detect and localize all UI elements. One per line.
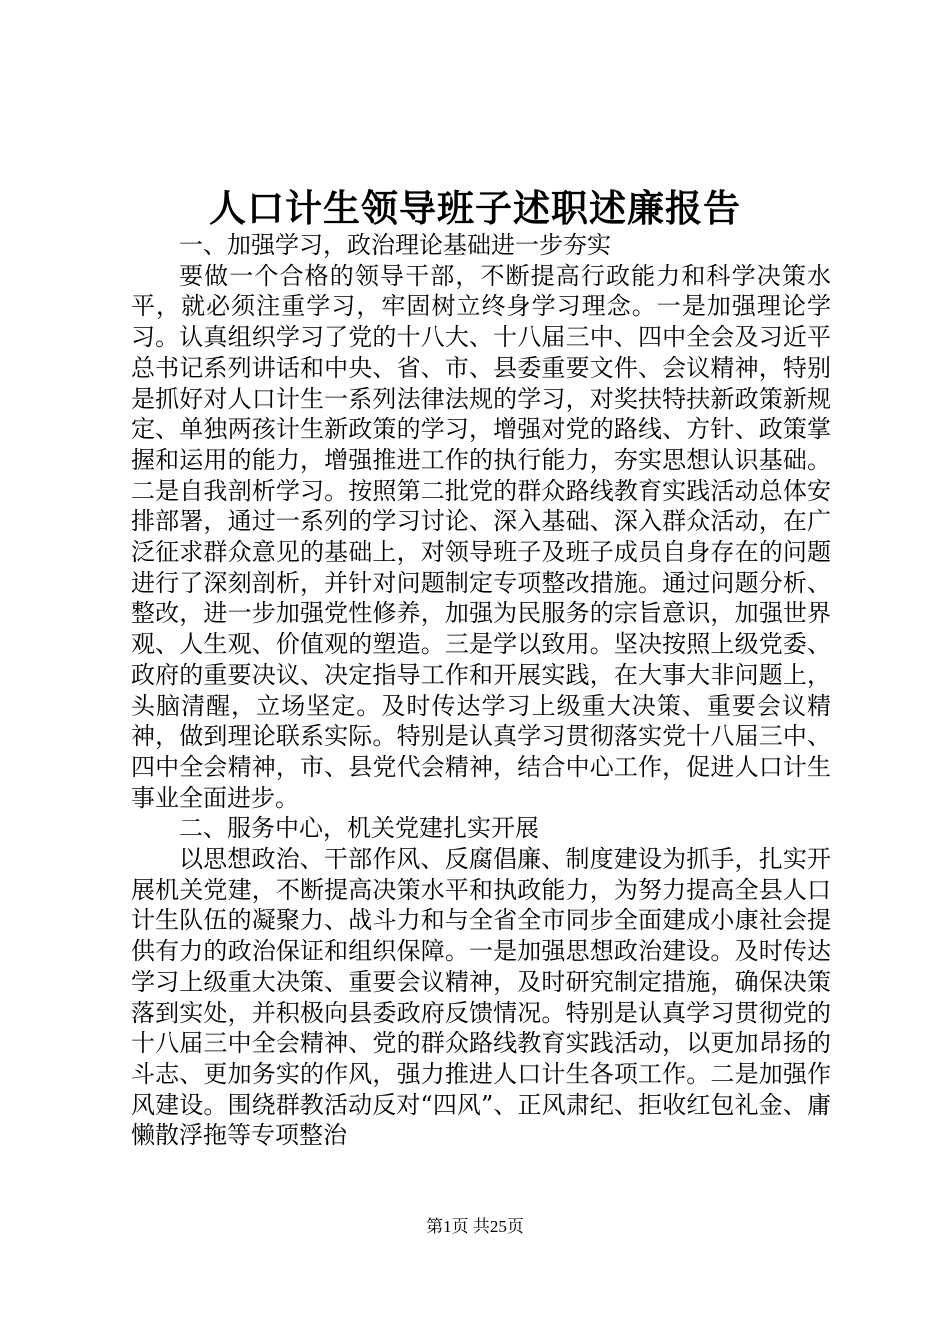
page-number-footer: 第1页 共25页 — [426, 1217, 524, 1236]
section-heading-2: 二、服务中心，机关党建扎实开展 — [179, 814, 539, 843]
document-body — [131, 230, 831, 1151]
document-title: 人口计生领导班子述职述廉报告 — [209, 186, 741, 230]
section-heading-1: 一、加强学习，政治理论基础进一步夯实 — [179, 231, 611, 259]
paragraph-1: 要做一个合格的领导干部，不断提高行政能力和科学决策水平，就必须注重学习，牢固树立终身学习理念。一是加强理论学习。认真组织学习了党的十八大、十八届三中、四中全会及习近平总书记系列讲话和中央、省、市、县委重要文件、会议精神，特别是抓好对人口计生一系列法律法规的学习，对奖扶特扶新政策新规定、单独两孩计生新政策的学习，增强对党的路线、方针、政策掌握和运用的能力，增强推进工作的执行能力，夯实思想认识基础。二是自我剖析学习。按照第二批党的群众路线教育实践活动总体安排部署，通过一系列的学习讨论、深入基础、深入群众活动，在广泛征求群众意见的基础上，对领导班子及班子成员自身存在的问题进行了深刻剖析，并针对问题制定专项整改措施。通过问题分析、整改，进一步加强党性修养，加强为民服务的宗旨意识，加强世界观、人生观、价值观的塑造。三是学以致用。坚决按照上级党委、政府的重要决议、决定指导工作和开展实践，在大事大非问题上，头脑清醒，立场坚定。及时传达学习上级重大决策、重要会议精神，做到理论联系实际。特别是认真学习贯彻落实党十八届三中、四中全会精神，市、县党代会精神，结合中心工作，促进人口计生事业全面进步。 — [131, 261, 831, 812]
paragraph-2: 以思想政治、干部作风、反腐倡廉、制度建设为抓手，扎实开展机关党建，不断提高决策水平和执政能力，为努力提高全县人口计生队伍的凝聚力、战斗力和与全省全市同步全面建成小康社会提供有力的政治保证和组织保障。一是加强思想政治建设。及时传达学习上级重大决策、重要会议精神，及时研究制定措施，确保决策落到实处，并积极向县委政府反馈情况。特别是认真学习贯彻党的十八届三中全会精神、党的群众路线教育实践活动，以更加昂扬的斗志、更加务实的作风，强力推进人口计生各项工作。二是加强作风建设。围绕群教活动反对“四风”、正风肃纪、拒收红包礼金、庸懒散浮拖等专项整治 — [131, 845, 831, 1150]
